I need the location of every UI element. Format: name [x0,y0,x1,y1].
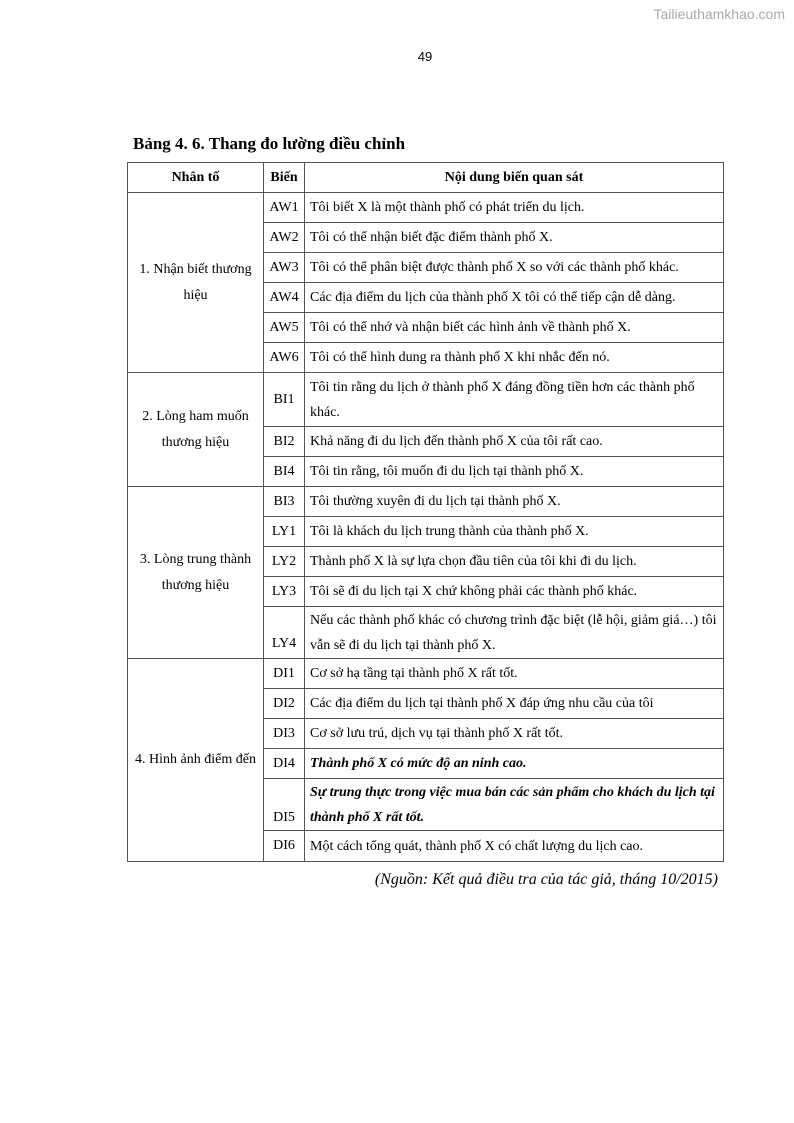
factor-cell: 1. Nhận biết thương hiệu [128,193,264,373]
item-text: Thành phố X là sự lựa chọn đầu tiên của tôi khi đi du lịch. [305,547,724,577]
variable-code: LY4 [264,607,305,659]
variable-code: DI1 [264,659,305,689]
item-text: Khả năng đi du lịch đến thành phố X của tôi rất cao. [305,427,724,457]
variable-code: DI3 [264,719,305,749]
variable-code: DI4 [264,749,305,779]
header-content: Nội dung biến quan sát [305,163,724,193]
item-text: Tôi có thể nhận biết đặc điểm thành phố X. [305,223,724,253]
item-text: Tôi tin rằng du lịch ở thành phố X đáng đồng tiền hơn các thành phố khác. [305,373,724,427]
header-variable: Biến [264,163,305,193]
variable-code: AW3 [264,253,305,283]
table-header-row [128,163,724,193]
factor-cell: 3. Lòng trung thành thương hiệu [128,487,264,659]
table-row [128,193,724,223]
factor-cell: 4. Hình ảnh điểm đến [128,659,264,862]
item-text: Sự trung thực trong việc mua bán các sản phẩm cho khách du lịch tại thành phố X rất tốt. [305,779,724,831]
table-row [128,659,724,689]
item-text: Tôi là khách du lịch trung thành của thành phố X. [305,517,724,547]
item-text: Tôi sẽ đi du lịch tại X chứ không phải các thành phố khác. [305,577,724,607]
measurement-scale-table [127,162,724,862]
variable-code: LY3 [264,577,305,607]
variable-code: DI5 [264,779,305,831]
variable-code: LY1 [264,517,305,547]
variable-code: BI4 [264,457,305,487]
variable-code: AW5 [264,313,305,343]
item-text: Một cách tổng quát, thành phố X có chất lượng du lịch cao. [305,831,724,862]
variable-code: BI2 [264,427,305,457]
header-factor: Nhân tố [128,163,264,193]
table-row [128,373,724,427]
item-text: Thành phố X có mức độ an ninh cao. [305,749,724,779]
variable-code: BI3 [264,487,305,517]
item-text: Cơ sở lưu trú, dịch vụ tại thành phố X rất tốt. [305,719,724,749]
item-text: Cơ sở hạ tầng tại thành phố X rất tốt. [305,659,724,689]
factor-cell: 2. Lòng ham muốn thương hiệu [128,373,264,487]
variable-code: AW4 [264,283,305,313]
variable-code: AW1 [264,193,305,223]
watermark: Tailieuthamkhao.com [653,6,785,22]
variable-code: DI2 [264,689,305,719]
source-note: (Nguồn: Kết quả điều tra của tác giả, tháng 10/2015) [374,871,718,888]
item-text: Các địa điểm du lịch của thành phố X tôi có thể tiếp cận dễ dàng. [305,283,724,313]
item-text: Tôi thường xuyên đi du lịch tại thành phố X. [305,487,724,517]
item-text: Tôi tin rằng, tôi muốn đi du lịch tại thành phố X. [305,457,724,487]
variable-code: AW6 [264,343,305,373]
table-title: Bảng 4. 6. Thang đo lường điều chỉnh [133,134,406,153]
variable-code: AW2 [264,223,305,253]
item-text: Tôi có thể nhớ và nhận biết các hình ảnh về thành phố X. [305,313,724,343]
table-row [128,487,724,517]
item-text: Nếu các thành phố khác có chương trình đặc biệt (lễ hội, giảm giá…) tôi vẫn sẽ đi du lịch tại thành phố X. [305,607,724,659]
item-text: Tôi có thể phân biệt được thành phố X so với các thành phố khác. [305,253,724,283]
variable-code: LY2 [264,547,305,577]
variable-code: BI1 [264,373,305,427]
item-text: Tôi biết X là một thành phố có phát triển du lịch. [305,193,724,223]
variable-code: DI6 [264,831,305,862]
item-text: Các địa điểm du lịch tại thành phố X đáp ứng nhu cầu của tôi [305,689,724,719]
item-text: Tôi có thể hình dung ra thành phố X khi nhắc đến nó. [305,343,724,373]
page-number: 49 [417,49,433,64]
